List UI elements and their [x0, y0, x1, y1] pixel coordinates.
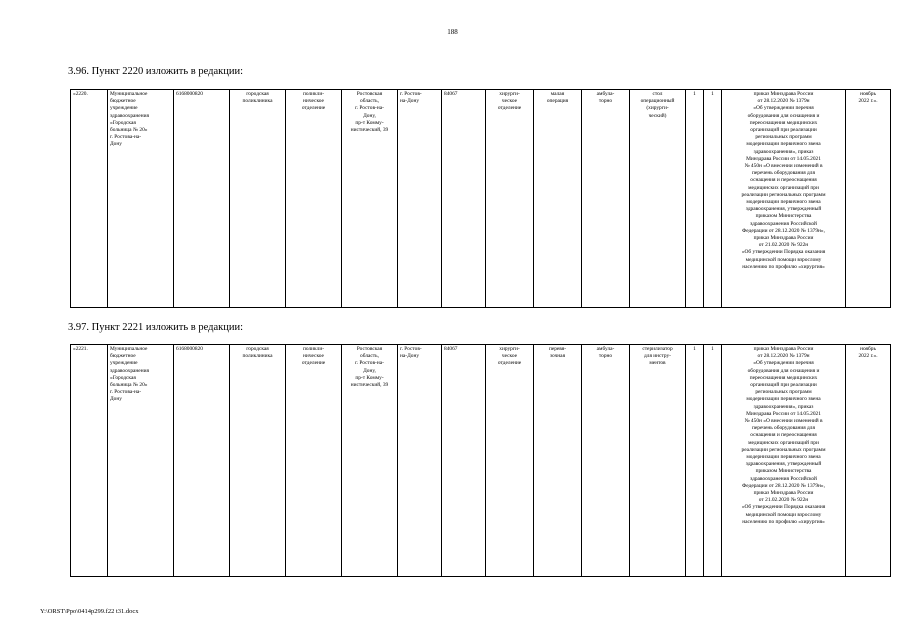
page-number: 188	[447, 28, 458, 36]
cell-code: 6168000820	[174, 345, 230, 577]
cell-unit-type: городская поликлиника	[230, 345, 286, 577]
cell-qty-available: 1	[704, 90, 722, 308]
cell-unit-type: городская поликлиника	[230, 90, 286, 308]
table-row	[71, 90, 891, 308]
cell-care-type: амбула- торно	[582, 90, 630, 308]
cell-postcode: 84067	[442, 90, 486, 308]
cell-department: хирурги- ческое отделение	[486, 90, 534, 308]
cell-room: перевя- зочная	[534, 345, 582, 577]
cell-qty-required: 1	[686, 90, 704, 308]
footer-file-path: Y:\ORST\Ppo\0414p299.f22 t31.docx	[40, 608, 139, 615]
cell-number: «2220.	[71, 90, 108, 308]
cell-department: хирурги- ческое отделение	[486, 345, 534, 577]
cell-institution: Муниципальное бюджетное учреждение здравоохранения «Городская больница № 20» г. Ростова-на- Дону	[108, 345, 174, 577]
cell-city: г. Ростов- на-Дону	[398, 345, 442, 577]
cell-date: ноябрь 2022 г.».	[846, 90, 891, 308]
cell-equipment: стерилизатор для инстру- ментов	[630, 345, 686, 577]
cell-city: г. Ростов- на-Дону	[398, 90, 442, 308]
amendment-table-2220	[70, 89, 891, 308]
cell-qty-available: 1	[704, 345, 722, 577]
cell-room: малая операция	[534, 90, 582, 308]
section-heading-3-96: 3.96. Пункт 2220 изложить в редакции:	[68, 66, 243, 77]
cell-postcode: 84067	[442, 345, 486, 577]
cell-address: Ростовская область, г. Ростов-на- Дону, пр-т Комму- нистический, 39	[342, 345, 398, 577]
cell-legal-basis: приказ Минздрава России от 28.12.2020 № 1379н «Об утверждении перечня оборудования для оснащения и переоснащения медицинских организаций при реализации региональных программ модернизации первичного звена здравоохранения», приказ Минздрава России от 14.05.2021 № 450н «О внесении изменений в перечень оборудования для оснащения и переоснащения медицинских организаций при реализации региональных программ модернизации первичного звена здравоохранения, утвержденный приказом Министерства здравоохранения Российской Федерации от 28.12.2020 № 1379н», приказ Минздрава России от 21.02.2020 № 922н «Об утверждении Порядка оказания медицинской помощи взрослому населению по профилю «хирургия»	[722, 90, 846, 308]
section-heading-3-97: 3.97. Пункт 2221 изложить в редакции:	[68, 322, 243, 333]
cell-department-type: поликли- ническое отделение	[286, 345, 342, 577]
cell-qty-required: 1	[686, 345, 704, 577]
cell-care-type: амбула- торно	[582, 345, 630, 577]
amendment-table-2221	[70, 344, 891, 577]
cell-date: ноябрь 2022 г.».	[846, 345, 891, 577]
cell-number: «2221.	[71, 345, 108, 577]
cell-institution: Муниципальное бюджетное учреждение здравоохранения «Городская больница № 20» г. Ростова-на- Дону	[108, 90, 174, 308]
cell-equipment: стол операционный (хирурги- ческий)	[630, 90, 686, 308]
cell-department-type: поликли- ническое отделение	[286, 90, 342, 308]
cell-code: 6168000820	[174, 90, 230, 308]
cell-address: Ростовская область, г. Ростов-на- Дону, пр-т Комму- нистический, 39	[342, 90, 398, 308]
table-row	[71, 345, 891, 577]
cell-legal-basis: приказ Минздрава России от 28.12.2020 № 1379н «Об утверждении перечня оборудования для оснащения и переоснащения медицинских организаций при реализации региональных программ модернизации первичного звена здравоохранения», приказ Минздрава России от 14.05.2021 № 450н «О внесении изменений в перечень оборудования для оснащения и переоснащения медицинских организаций при реализации региональных программ модернизации первичного звена здравоохранения, утвержденный приказом Министерства здравоохранения Российской Федерации от 28.12.2020 № 1379н», приказ Минздрава России от 21.02.2020 № 922н «Об утверждении Порядка оказания медицинской помощи взрослому населению по профилю «хирургия»	[722, 345, 846, 577]
